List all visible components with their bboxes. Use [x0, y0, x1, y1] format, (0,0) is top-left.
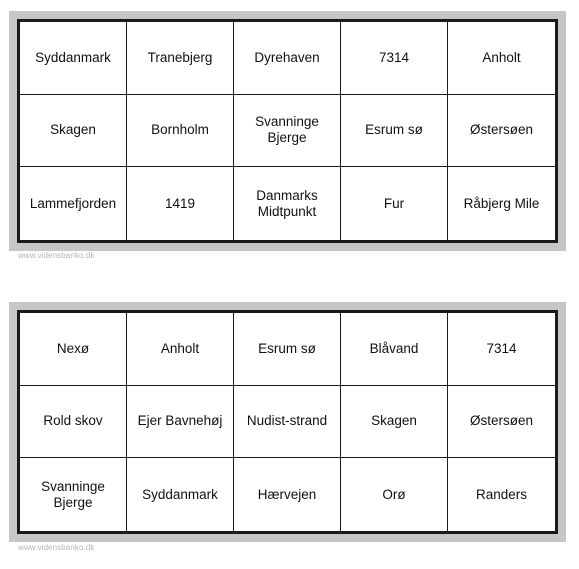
bingo-cell[interactable]: Skagen: [341, 386, 448, 459]
bingo-cell[interactable]: Råbjerg Mile: [463, 195, 540, 211]
bingo-cell[interactable]: Hærvejen: [234, 458, 341, 531]
watermark-text: www.vidensbanko.dk: [18, 251, 95, 260]
bingo-grid-2: [17, 310, 558, 534]
bingo-cell[interactable]: Østersøen: [448, 95, 555, 168]
bingo-cell[interactable]: Bornholm: [127, 95, 234, 168]
bingo-cell[interactable]: Fur: [341, 167, 448, 240]
bingo-cell[interactable]: Svanninge Bjerge: [20, 458, 127, 531]
bingo-cell[interactable]: Blåvand: [341, 313, 448, 386]
bingo-cell[interactable]: Syddanmark: [20, 22, 127, 95]
bingo-cell[interactable]: 7314: [448, 313, 555, 386]
bingo-cell[interactable]: Tranebjerg: [127, 22, 234, 95]
bingo-cell[interactable]: Esrum sø: [234, 313, 341, 386]
bingo-cell[interactable]: Dyrehaven: [234, 22, 341, 95]
bingo-cell[interactable]: Syddanmark: [127, 458, 234, 531]
bingo-cell[interactable]: 1419: [127, 167, 234, 240]
bingo-cell[interactable]: Danmarks Midtpunkt: [234, 167, 341, 240]
bingo-cell[interactable]: Lammefjorden: [20, 167, 127, 240]
bingo-cell[interactable]: Esrum sø: [341, 95, 448, 168]
bingo-cell[interactable]: Rold skov: [20, 386, 127, 459]
bingo-cell[interactable]: Anholt: [448, 22, 555, 95]
bingo-cell[interactable]: Skagen: [20, 95, 127, 168]
bingo-cell[interactable]: 7314: [341, 22, 448, 95]
bingo-cell[interactable]: Anholt: [127, 313, 234, 386]
bingo-cell[interactable]: Nudist-strand: [234, 386, 341, 459]
bingo-cell[interactable]: Svanninge Bjerge: [234, 95, 341, 168]
bingo-card-2: [9, 302, 566, 542]
bingo-cell[interactable]: Østersøen: [448, 386, 555, 459]
bingo-cell[interactable]: Orø: [341, 458, 448, 531]
bingo-cell[interactable]: Ejer Bavnehøj: [127, 386, 234, 459]
bingo-cell[interactable]: Randers: [475, 486, 528, 502]
bingo-grid-1: [17, 19, 558, 243]
bingo-card-1: [9, 11, 566, 251]
bingo-cell[interactable]: Nexø: [20, 313, 127, 386]
watermark-text: www.vidensbanko.dk: [18, 543, 95, 552]
